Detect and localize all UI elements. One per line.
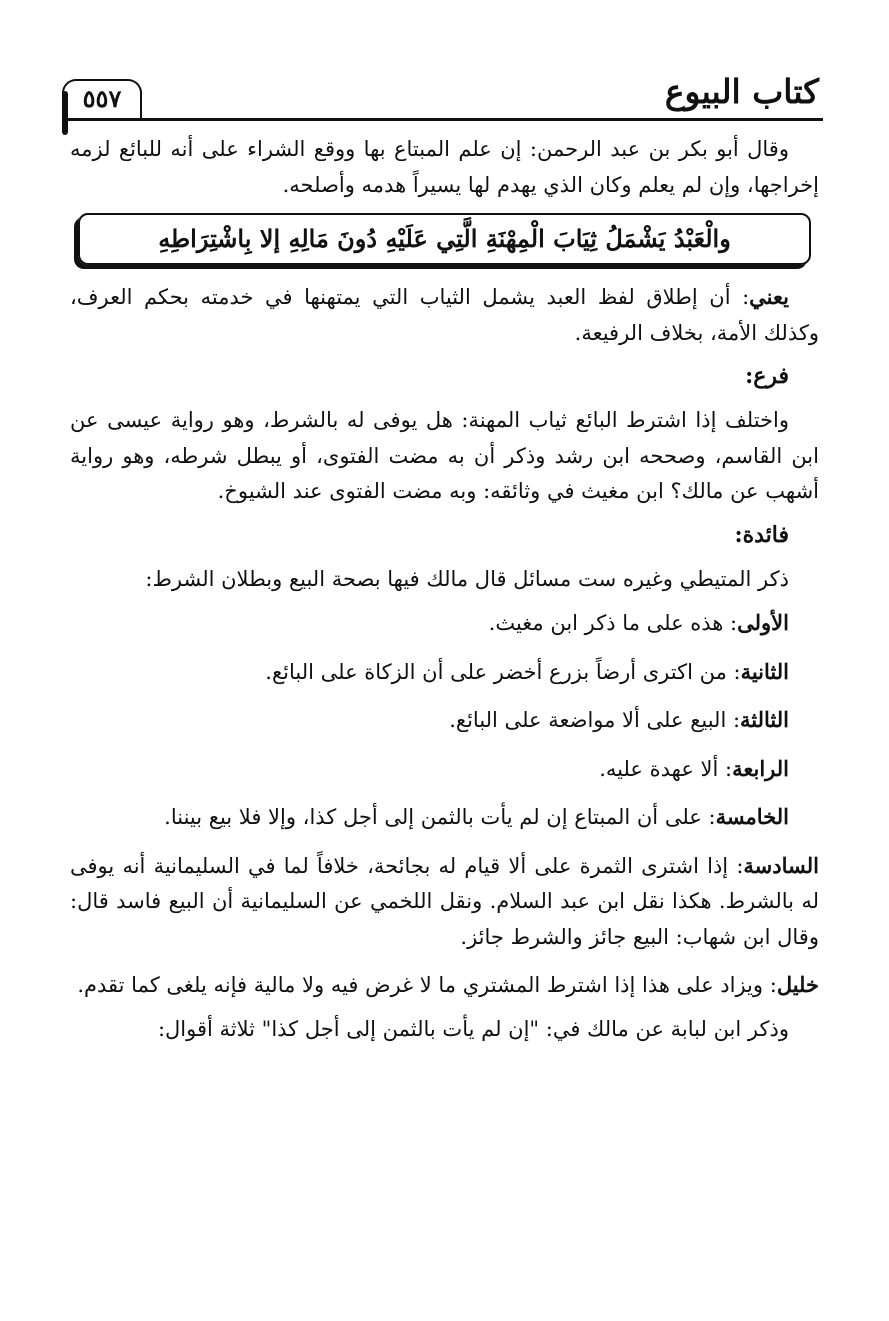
list-item-second — [70, 654, 819, 691]
list-item-text: : على أن المبتاع إن لم يأت بالثمن إلى أجل كذا، وإلا فلا بيع بيننا. — [164, 805, 716, 829]
list-item-text: : من اكترى أرضاً بزرع أخضر على أن الزكاة على البائع. — [265, 659, 741, 684]
list-item-fifth — [70, 799, 819, 836]
list-item-lead: السادسة — [743, 852, 819, 878]
list-item-third — [70, 702, 819, 739]
heading-far: فرع: — [745, 363, 789, 389]
list-item-lead: الثانية — [740, 658, 789, 684]
page-number-frame — [62, 79, 142, 119]
paragraph-khalil — [70, 967, 819, 1004]
matn-box: والْعَبْدُ يَشْمَلُ ثِيَابَ الْمِهْنَةِ الَّتِي عَلَيْهِ دُونَ مَالِهِ إلا بِاشْتِرَاطِهِ — [78, 213, 811, 265]
list-item-text: : ألا عهدة عليه. — [599, 756, 733, 781]
heading-faida: فائدة: — [734, 521, 789, 548]
list-item-lead: الثالثة — [740, 707, 789, 732]
khalil-lead: خليل — [776, 972, 819, 997]
list-item-fourth — [70, 751, 819, 788]
list-item-lead: الأولى — [737, 610, 789, 635]
list-item-text: : البيع على ألا مواضعة على البائع. — [449, 708, 741, 732]
list-item-lead: الخامسة — [715, 804, 789, 829]
page-number: ٥٥٧ — [82, 84, 122, 113]
paragraph-abu-bakr: وقال أبو بكر بن عبد الرحمن: إن علم المبتاع بها ووقع الشراء على أنه للبائع لزمه إخراجها، وإن لم يعلم وكان الذي يهدم لها يسيراً هدمه وأصلحه. — [70, 137, 819, 197]
commentary-lead: يعني — [749, 284, 789, 309]
list-item-sixth — [70, 848, 819, 956]
commentary-text: : أن إطلاق لفظ العبد يشمل الثياب التي يمتهنها في خدمته بحكم العرف، وكذلك الأمة، بخلاف الرفيعة. — [70, 285, 819, 345]
paragraph-disagreement: واختلف إذا اشترط البائع ثياب المهنة: هل يوفى له بالشرط، وهو رواية عيسى عن ابن القاسم، وصححه ابن رشد وذكر أن به مضت الفتوى، أو يبطل شرطه، وهو رواية أشهب عن مالك؟ ابن مغيث في وثائقه: وبه مضت الفتوى عند الشيوخ. — [70, 408, 819, 503]
page-body — [70, 132, 819, 1059]
paragraph-commentary — [70, 279, 819, 351]
list-item-first — [70, 605, 819, 642]
paragraph-ibn-lubaba: وذكر ابن لبابة عن مالك في: "إن لم يأت بالثمن إلى أجل كذا" ثلاثة أقوال: — [157, 1016, 789, 1041]
khalil-text: : ويزاد على هذا إذا اشترط المشتري ما لا غرض فيه ولا مالية فإنه يلغى كما تقدم. — [77, 973, 777, 997]
list-item-lead: الرابعة — [732, 755, 789, 781]
paragraph-six-issues: ذكر المتيطي وغيره ست مسائل قال مالك فيها بصحة البيع وبطلان الشرط: — [145, 566, 789, 591]
list-item-text: : إذا اشترى الثمرة على ألا قيام له بجائحة، خلافاً لما في السليمانية أنه يوفى له بالشرط. هكذا نقل ابن عبد السلام. ونقل اللخمي عن السليمانية أن البيع فاسد قال: وقال ابن شهاب: البيع جائز والشرط جائز. — [70, 853, 819, 949]
running-header-title: كتاب البيوع — [664, 72, 819, 111]
list-item-text: : هذه على ما ذكر ابن مغيث. — [488, 611, 738, 635]
header-rule — [62, 118, 823, 121]
